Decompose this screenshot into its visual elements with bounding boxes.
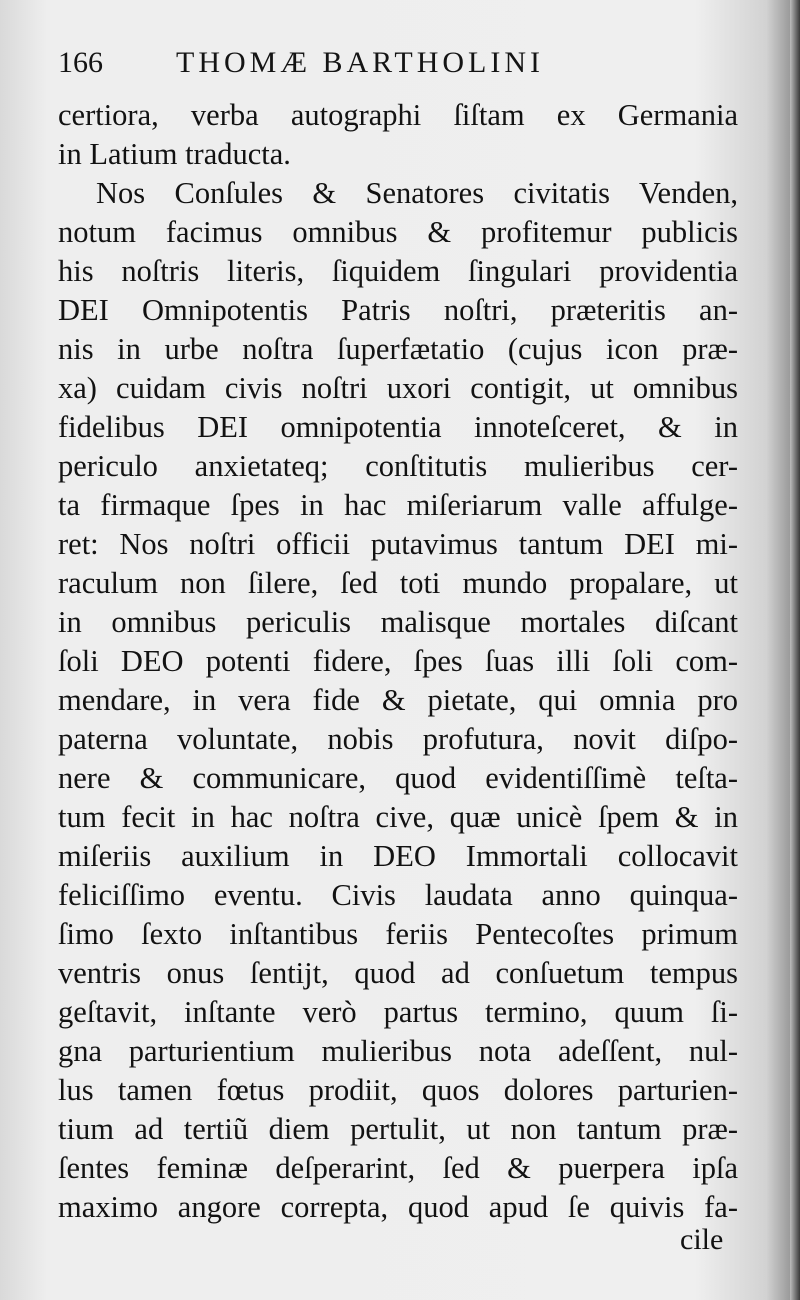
text-line: raculum non ſilere, ſed toti mundo propalare, ut bbox=[58, 566, 738, 600]
text-line: fidelibus DEI omnipotentia innoteſceret, & in bbox=[58, 410, 738, 444]
running-head bbox=[58, 46, 738, 80]
text-line: DEI Omnipotentis Patris noſtri, præteritis an- bbox=[58, 293, 738, 327]
text-line: ſoli DEO potenti fidere, ſpes ſuas illi ſoli com- bbox=[58, 644, 738, 678]
text-line: lus tamen fœtus prodiit, quos dolores parturien- bbox=[58, 1073, 738, 1107]
text-line: Nos Conſules & Senatores civitatis Venden, bbox=[96, 176, 738, 210]
text-line: geſtavit, inſtante verò partus termino, quum ſi- bbox=[58, 995, 738, 1029]
text-line: in Latium traducta. bbox=[58, 137, 291, 171]
text-line: in omnibus periculis malisque mortales diſcant bbox=[58, 605, 738, 639]
text-line: ventris onus ſentijt, quod ad conſuetum tempus bbox=[58, 956, 738, 990]
text-line: ſimo ſexto inſtantibus feriis Pentecoſtes primum bbox=[58, 917, 738, 951]
page-number: 166 bbox=[58, 46, 103, 79]
text-line: maximo angore correpta, quod apud ſe quivis fa- bbox=[58, 1190, 738, 1224]
text-line: tium ad tertiũ diem pertulit, ut non tantum præ- bbox=[58, 1112, 738, 1146]
text-line: his noſtris literis, ſiquidem ſingulari providentia bbox=[58, 254, 738, 288]
book-gutter-shadow bbox=[790, 0, 800, 1300]
text-line: feliciſſimo eventu. Civis laudata anno quinqua- bbox=[58, 878, 738, 912]
text-line: nis in urbe noſtra ſuperfætatio (cujus icon præ- bbox=[58, 332, 738, 366]
text-line: xa) cuidam civis noſtri uxori contigit, ut omnibus bbox=[58, 371, 738, 405]
text-line: paterna voluntate, nobis profutura, novit diſpo- bbox=[58, 722, 738, 756]
text-line: ta firmaque ſpes in hac miſeriarum valle affulge- bbox=[58, 488, 738, 522]
text-line: miſeriis auxilium in DEO Immortali collocavit bbox=[58, 839, 738, 873]
text-line: ret: Nos noſtri officii putavimus tantum DEI mi- bbox=[58, 527, 738, 561]
body-text bbox=[58, 96, 738, 1227]
text-line: nere & communicare, quod evidentiſſimè teſta- bbox=[58, 761, 738, 795]
text-line: tum fecit in hac noſtra cive, quæ unicè ſpem & in bbox=[58, 800, 738, 834]
text-line: periculo anxietateq; conſtitutis mulieribus cer- bbox=[58, 449, 738, 483]
text-line: gna parturientium mulieribus nota adeſſent, nul- bbox=[58, 1034, 738, 1068]
text-line: ſentes feminæ deſperarint, ſed & puerpera ipſa bbox=[58, 1151, 738, 1185]
catchword: cile bbox=[680, 1223, 724, 1256]
text-line: certiora, verba autographi ſiſtam ex Germania bbox=[58, 98, 738, 132]
running-title: THOMÆ BARTHOLINI bbox=[176, 46, 545, 79]
text-line: notum facimus omnibus & profitemur publicis bbox=[58, 215, 738, 249]
text-line: mendare, in vera fide & pietate, qui omnia pro bbox=[58, 683, 738, 717]
